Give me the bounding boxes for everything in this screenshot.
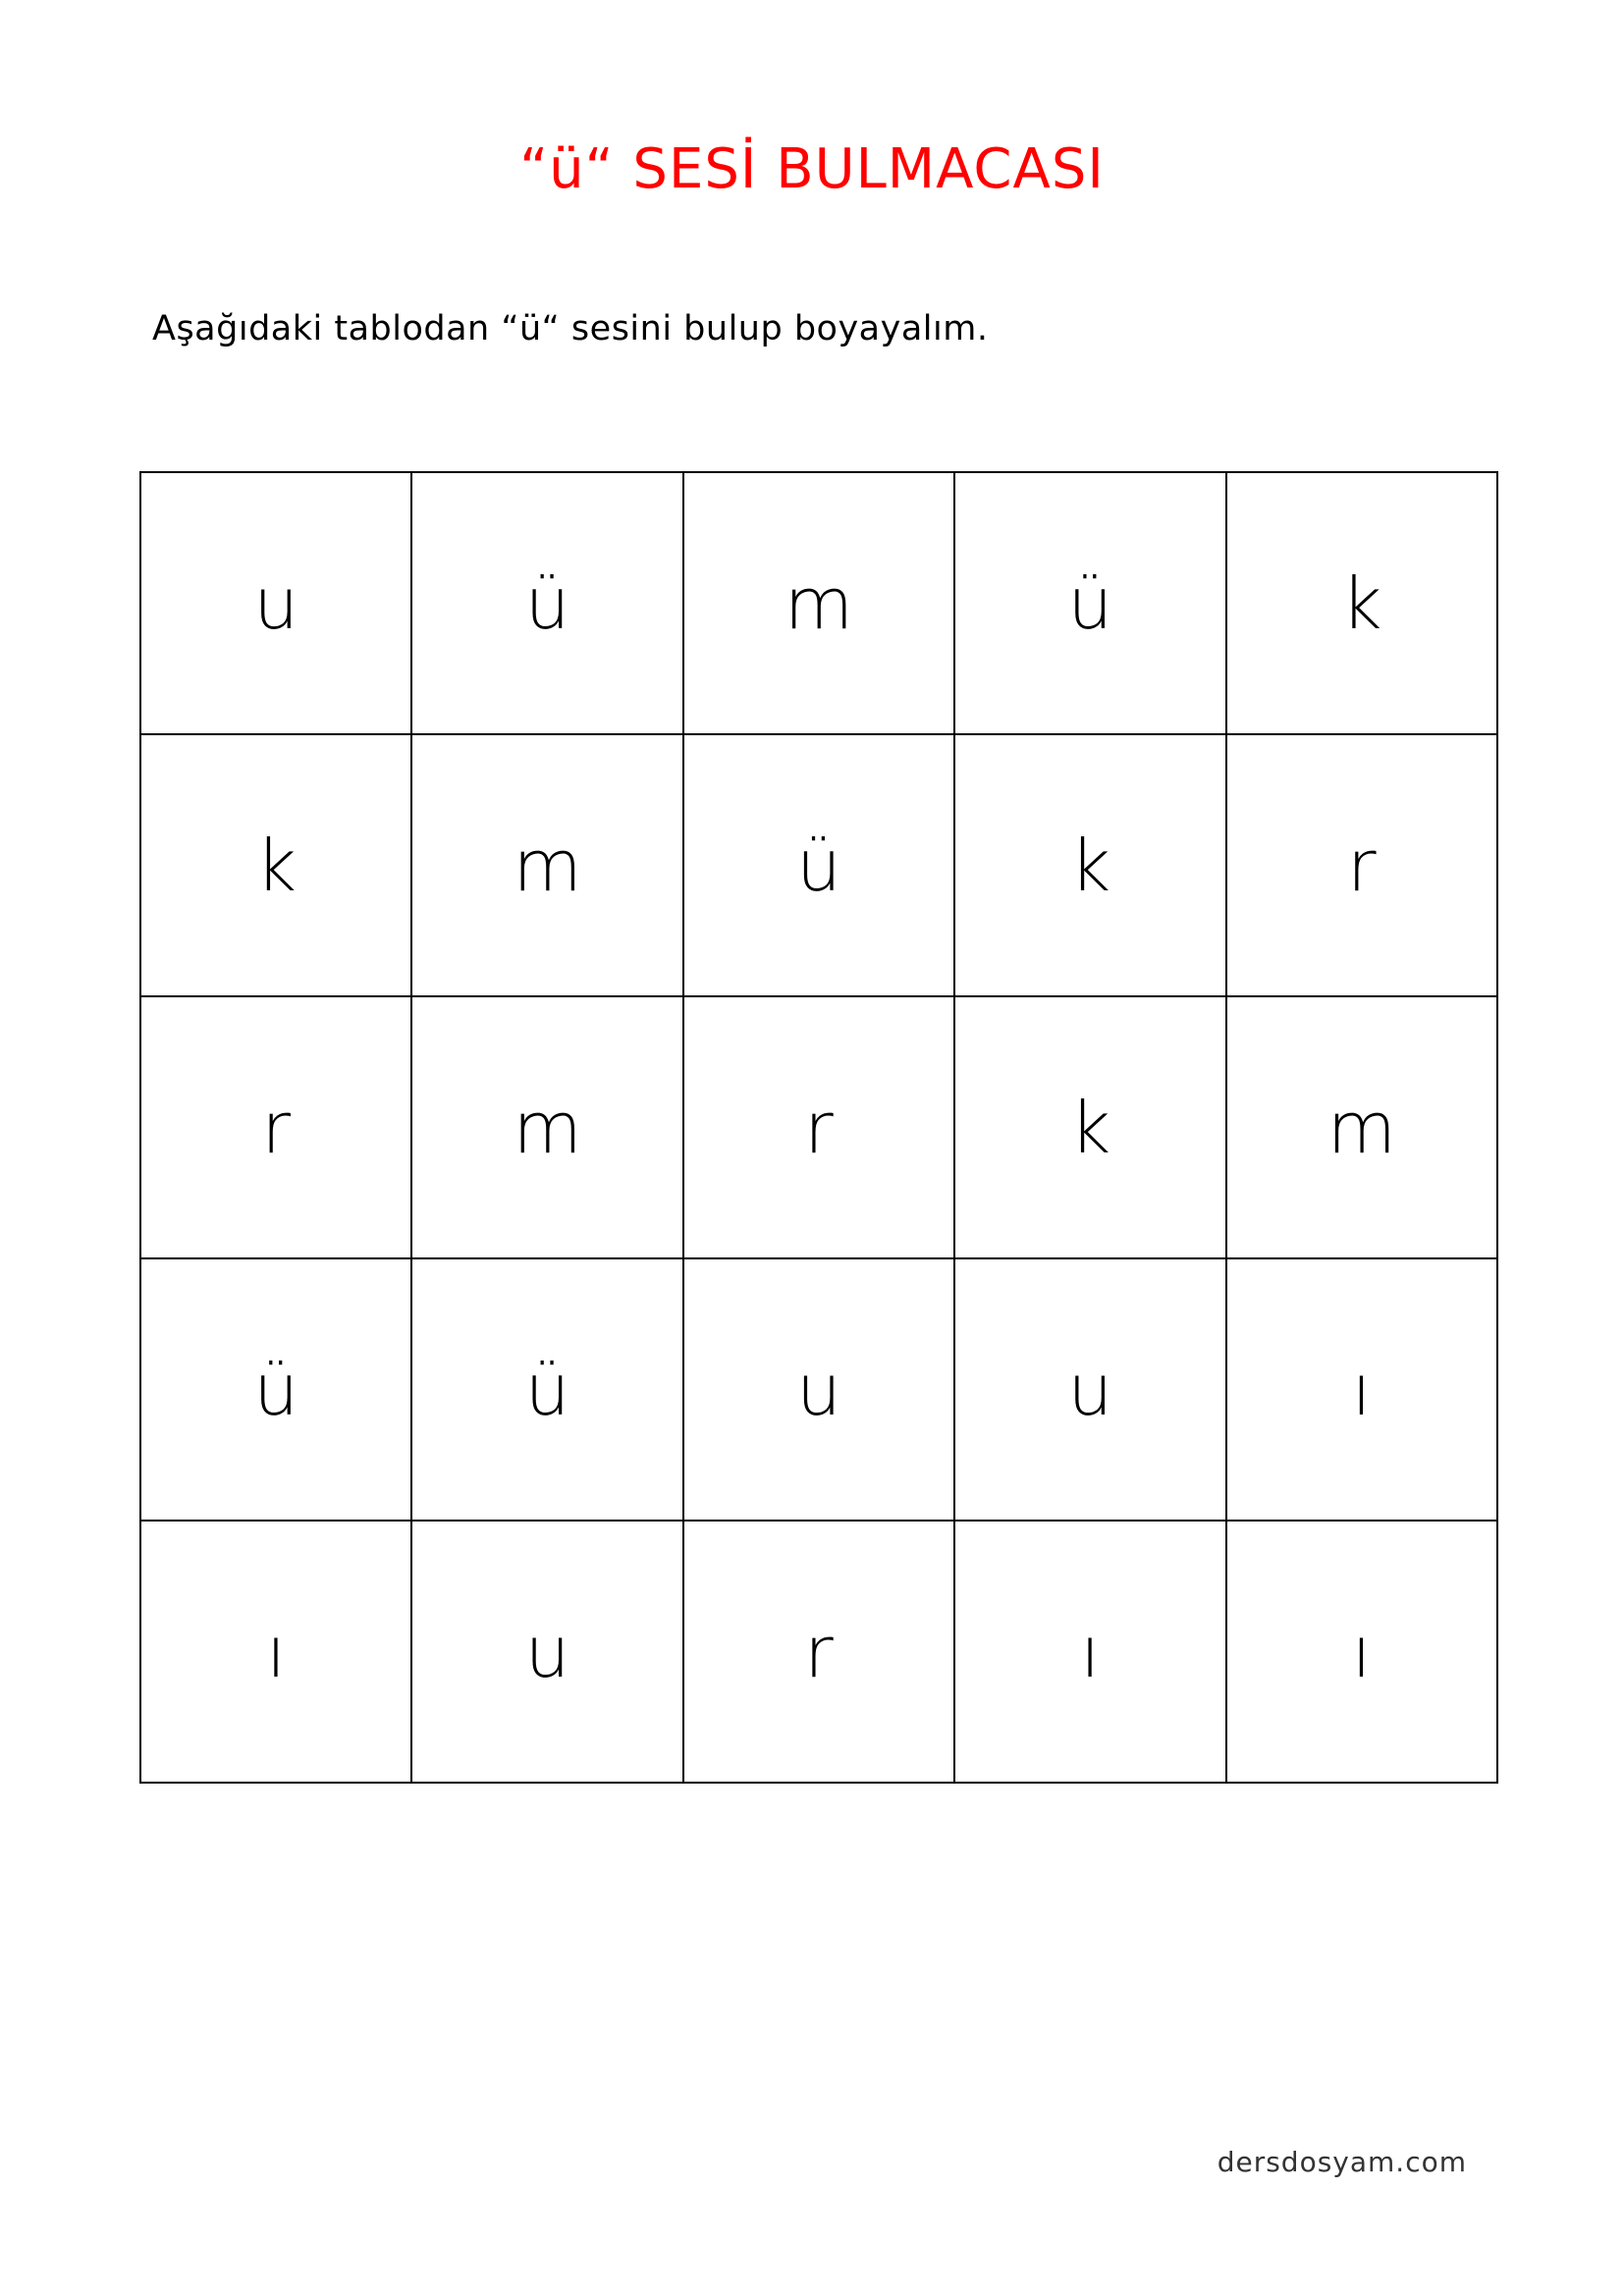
letter-grid <box>139 471 1498 1784</box>
grid-cell[interactable]: u <box>411 1521 682 1783</box>
grid-cell[interactable]: k <box>954 996 1225 1258</box>
grid-cell[interactable]: ı <box>1226 1258 1497 1521</box>
grid-cell[interactable]: k <box>1226 472 1497 734</box>
table-row <box>140 1521 1497 1783</box>
table-row <box>140 1258 1497 1521</box>
grid-cell[interactable]: r <box>683 996 954 1258</box>
table-row <box>140 472 1497 734</box>
grid-cell[interactable]: ü <box>683 734 954 996</box>
grid-cell[interactable]: ı <box>140 1521 411 1783</box>
grid-cell[interactable]: m <box>683 472 954 734</box>
grid-cell[interactable]: u <box>954 1258 1225 1521</box>
grid-cell[interactable]: m <box>1226 996 1497 1258</box>
grid-cell[interactable]: ü <box>954 472 1225 734</box>
table-row <box>140 734 1497 996</box>
grid-cell[interactable]: k <box>140 734 411 996</box>
grid-cell[interactable]: r <box>1226 734 1497 996</box>
grid-cell[interactable]: m <box>411 734 682 996</box>
table-row <box>140 996 1497 1258</box>
grid-cell[interactable]: ü <box>411 1258 682 1521</box>
grid-cell[interactable]: ü <box>411 472 682 734</box>
grid-cell[interactable]: m <box>411 996 682 1258</box>
page-title: “ü“ SESİ BULMACASI <box>519 137 1105 201</box>
grid-cell[interactable]: u <box>140 472 411 734</box>
site-watermark: dersdosyam.com <box>1217 2146 1467 2178</box>
grid-cell[interactable]: ü <box>140 1258 411 1521</box>
grid-cell[interactable]: ı <box>1226 1521 1497 1783</box>
instruction-text: Aşağıdaki tablodan “ü“ sesini bulup boyayalım. <box>152 309 989 348</box>
grid-cell[interactable]: k <box>954 734 1225 996</box>
grid-cell[interactable]: r <box>140 996 411 1258</box>
grid-cell[interactable]: r <box>683 1521 954 1783</box>
grid-cell[interactable]: ı <box>954 1521 1225 1783</box>
grid-cell[interactable]: u <box>683 1258 954 1521</box>
